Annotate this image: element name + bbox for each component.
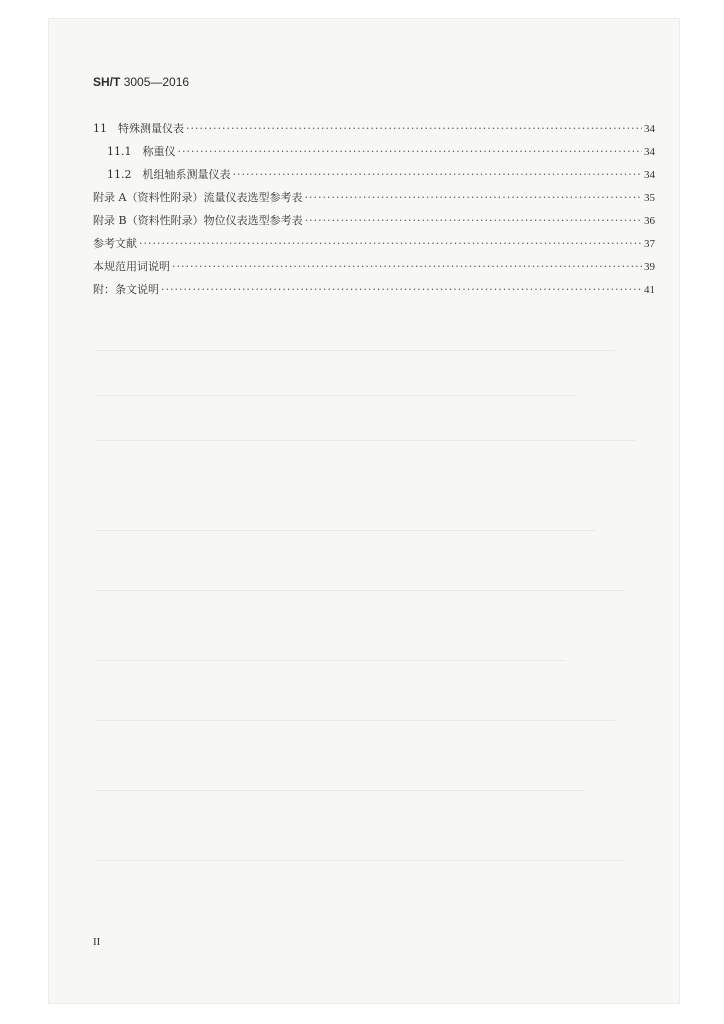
toc-leader-dots (172, 260, 642, 273)
toc-entry-title: 参考文献 (93, 237, 137, 250)
toc-entry-page: 34 (644, 146, 655, 158)
bleed-line (95, 350, 615, 351)
toc-entry-page: 36 (644, 215, 655, 227)
toc-leader-dots (233, 168, 643, 181)
toc-leader-dots (139, 237, 642, 250)
toc-entry-title: 11.2 机组轴系测量仪表 (107, 168, 231, 181)
toc-entry[interactable] (93, 235, 655, 258)
standard-number: 3005—2016 (123, 75, 190, 89)
toc-leader-dots (304, 191, 642, 204)
page-number: II (93, 936, 101, 948)
toc-leader-dots (161, 283, 642, 296)
toc-leader-dots (305, 214, 642, 227)
toc-entry-title: 11.1 称重仪 (107, 145, 176, 158)
toc-entry-title: 附：条文说明 (93, 283, 159, 296)
toc-entry-page: 34 (644, 169, 655, 181)
bleed-line (95, 530, 595, 531)
bleed-line (95, 660, 565, 661)
toc-entry-page: 35 (644, 192, 655, 204)
toc-entry-page: 39 (644, 261, 655, 273)
toc-entry[interactable] (93, 212, 655, 235)
bleed-line (95, 395, 575, 396)
toc-entry[interactable] (93, 281, 655, 304)
page-header (93, 75, 189, 89)
toc-entry[interactable] (93, 166, 655, 189)
standard-code: SH/T (93, 75, 121, 89)
bleed-line (95, 720, 615, 721)
bleed-line (95, 790, 585, 791)
toc-entry-title: 本规范用词说明 (93, 260, 170, 273)
toc-entry-title: 附录 A（资料性附录）流量仪表选型参考表 (93, 191, 303, 204)
toc-entry-title: 11 特殊测量仪表 (93, 122, 184, 135)
toc-entry[interactable] (93, 258, 655, 281)
bleed-line (95, 440, 635, 441)
toc-entry[interactable] (93, 189, 655, 212)
toc-entry-page: 34 (644, 123, 655, 135)
toc-entry[interactable] (93, 120, 655, 143)
bleed-line (95, 590, 625, 591)
bleed-line (95, 860, 625, 861)
toc-leader-dots (178, 145, 643, 158)
toc-entry-page: 41 (644, 284, 655, 296)
table-of-contents (93, 120, 655, 304)
toc-entry-page: 37 (644, 238, 655, 250)
toc-entry[interactable] (93, 143, 655, 166)
toc-entry-title: 附录 B（资料性附录）物位仪表选型参考表 (93, 214, 303, 227)
toc-leader-dots (186, 122, 642, 135)
